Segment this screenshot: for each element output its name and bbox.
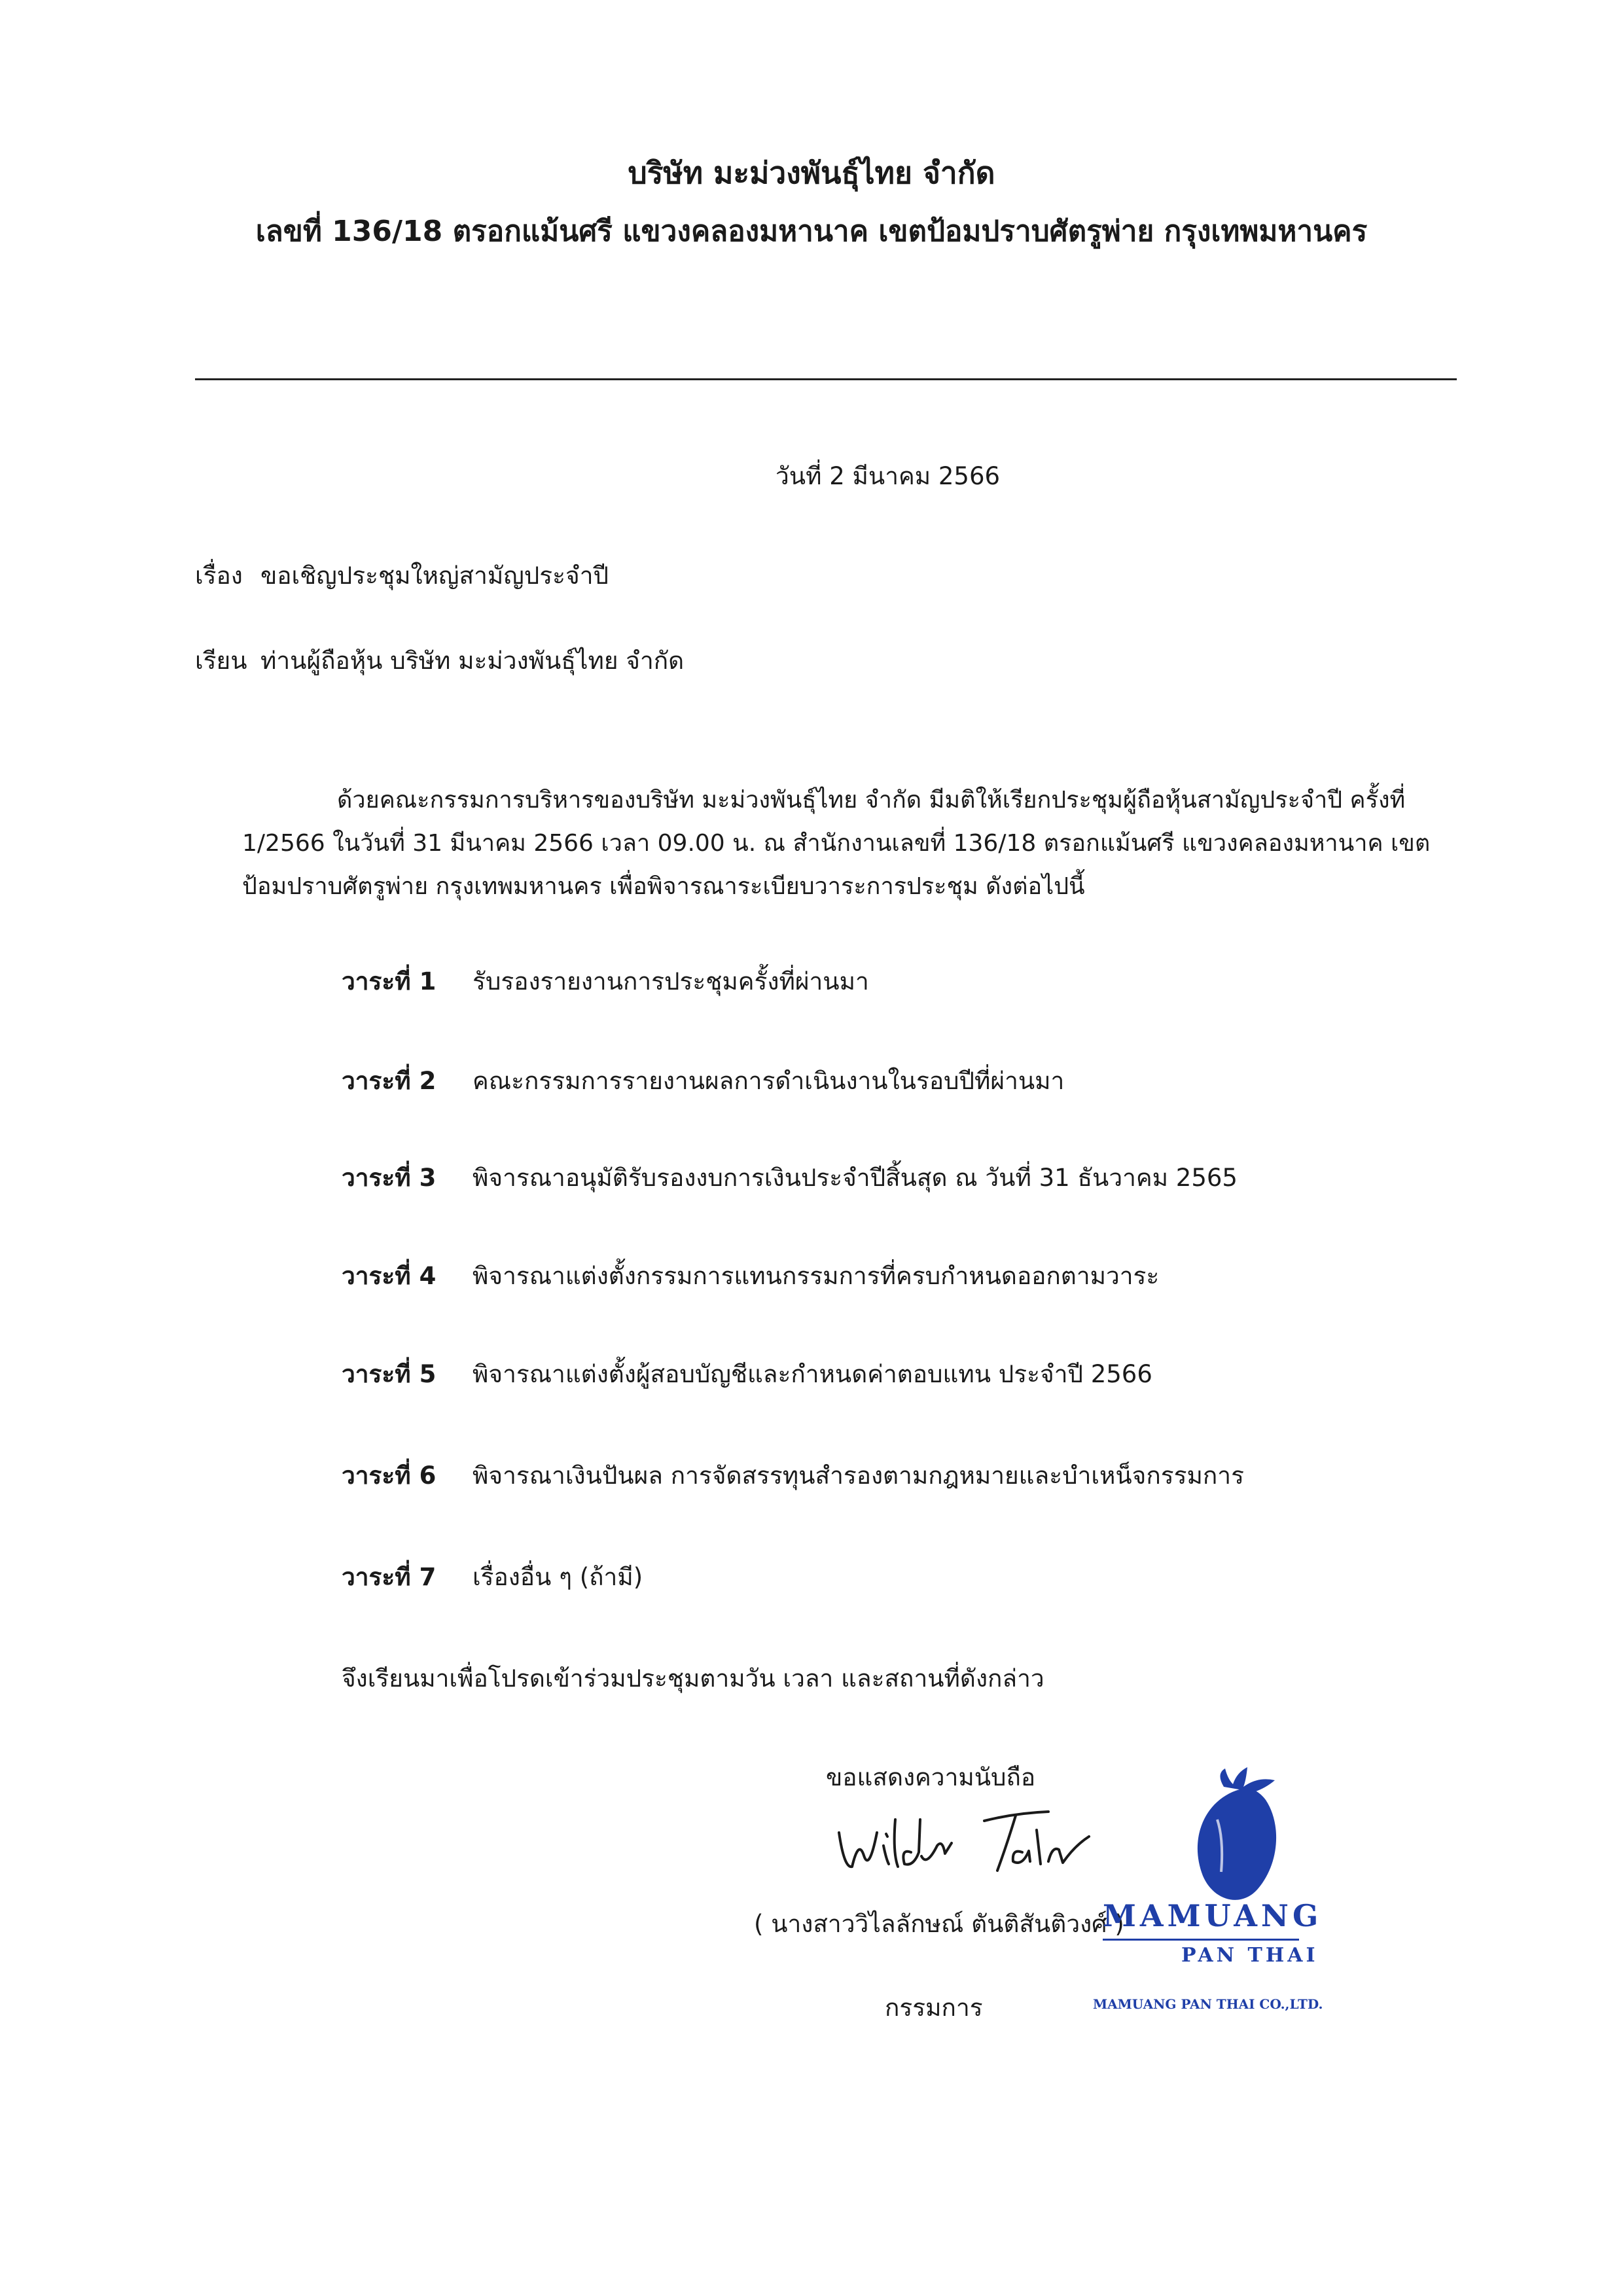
agenda-item-4	[342, 1257, 1159, 1295]
signer-position: กรรมการ	[885, 1994, 983, 2022]
stamp-underline	[1103, 1939, 1299, 1941]
stamp-brand: MAMUANG	[1103, 1898, 1323, 1933]
agenda-text: พิจารณาอนุมัติรับรองงบการเงินประจำปีสิ้นสุด ณ วันที่ 31 ธันวาคม 2565	[473, 1164, 1238, 1192]
recipient-label: เรียน	[195, 647, 247, 675]
letter-date: วันที่ 2 มีนาคม 2566	[776, 462, 1001, 490]
agenda-label: วาระที่ 5	[342, 1360, 437, 1388]
agenda-text: พิจารณาแต่งตั้งกรรมการแทนกรรมการที่ครบกำหนดออกตามวาระ	[473, 1262, 1160, 1290]
signer-name: ( นางสาววิไลลักษณ์ ตันติสันติวงศ์ )	[754, 1910, 1124, 1938]
body-paragraph	[242, 779, 1459, 908]
body-line: ป้อมปราบศัตรูพ่าย กรุงเทพมหานคร เพื่อพิจารณาระเบียบวาระการประชุม ดังต่อไปนี้	[242, 873, 1085, 900]
agenda-text: พิจารณาแต่งตั้งผู้สอบบัญชีและกำหนดค่าตอบแทน ประจำปี 2566	[473, 1360, 1152, 1388]
agenda-item-7	[342, 1558, 643, 1596]
agenda-item-6	[342, 1456, 1244, 1495]
closing-sentence: จึงเรียนมาเพื่อโปรดเข้าร่วมประชุมตามวัน เวลา และสถานที่ดังกล่าว	[342, 1664, 1044, 1693]
subject-label: เรื่อง	[195, 562, 243, 590]
regards: ขอแสดงความนับถือ	[826, 1763, 1036, 1791]
agenda-item-5	[342, 1355, 1152, 1393]
body-line: ด้วยคณะกรรมการบริหารของบริษัท มะม่วงพันธุ์ไทย จำกัด มีมติให้เรียกประชุมผู้ถือหุ้นสามัญประจำปี ครั้งที่	[337, 787, 1406, 814]
mango-logo-icon	[1185, 1761, 1296, 1911]
body-line: 1/2566 ในวันที่ 31 มีนาคม 2566 เวลา 09.00 น. ณ สำนักงานเลขที่ 136/18 ตรอกแม้นศรี แขวงคลองมหานาค เขต	[242, 830, 1431, 857]
subject-text: ขอเชิญประชุมใหญ่สามัญประจำปี	[260, 562, 609, 590]
signature-image	[832, 1793, 1133, 1892]
agenda-item-2	[342, 1062, 1064, 1100]
recipient-text: ท่านผู้ถือหุ้น บริษัท มะม่วงพันธุ์ไทย จำกัด	[260, 647, 685, 675]
agenda-label: วาระที่ 6	[342, 1462, 437, 1490]
company-address: เลขที่ 136/18 ตรอกแม้นศรี แขวงคลองมหานาค เขตป้อมปราบศัตรูพ่าย กรุงเทพมหานคร	[255, 215, 1368, 248]
agenda-item-3	[342, 1158, 1238, 1197]
agenda-text: เรื่องอื่น ๆ (ถ้ามี)	[473, 1563, 643, 1591]
agenda-item-1	[342, 962, 869, 1001]
agenda-label: วาระที่ 3	[342, 1164, 437, 1192]
agenda-label: วาระที่ 4	[342, 1262, 437, 1290]
agenda-text: พิจารณาเงินปันผล การจัดสรรทุนสำรองตามกฎหมายและบำเหน็จกรรมการ	[473, 1462, 1244, 1490]
agenda-text: คณะกรรมการรายงานผลการดำเนินงานในรอบปีที่ผ่านมา	[473, 1067, 1065, 1095]
subject-line	[195, 556, 609, 595]
recipient-line	[195, 641, 684, 680]
header-divider	[195, 378, 1457, 380]
agenda-label: วาระที่ 2	[342, 1067, 437, 1095]
agenda-text: รับรองรายงานการประชุมครั้งที่ผ่านมา	[473, 967, 869, 996]
company-name: บริษัท มะม่วงพันธุ์ไทย จำกัด	[628, 155, 995, 190]
stamp-subbrand: PAN THAI	[1181, 1944, 1319, 1967]
stamp-company-name: MAMUANG PAN THAI CO.,LTD.	[1093, 1996, 1323, 2012]
agenda-label: วาระที่ 7	[342, 1563, 437, 1591]
agenda-label: วาระที่ 1	[342, 967, 437, 996]
